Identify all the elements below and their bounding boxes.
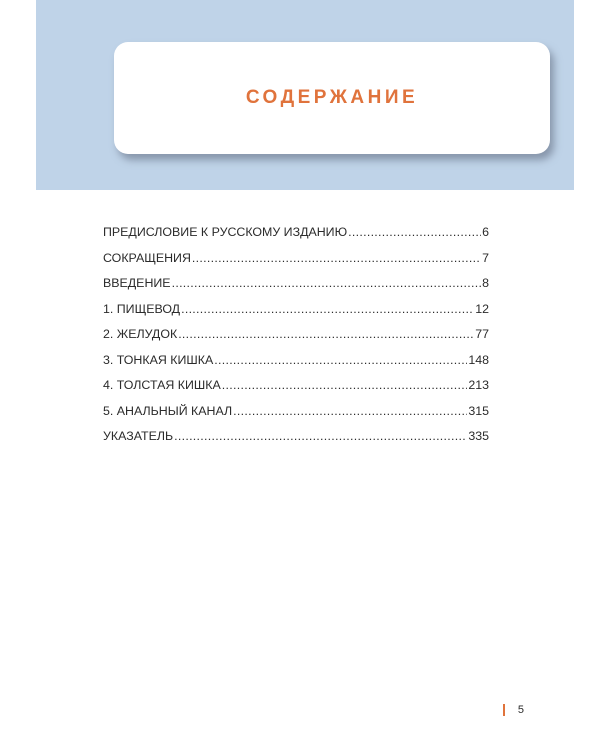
toc-dot-leader (192, 246, 481, 272)
toc-dot-leader (174, 424, 467, 450)
toc-dot-leader (222, 373, 468, 399)
toc-entry-page: 335 (468, 429, 489, 443)
toc-entry-page: 315 (468, 403, 489, 418)
toc-entry-large-intestine[interactable] (103, 373, 489, 399)
title-card (114, 42, 550, 154)
footer-accent-bar (503, 704, 505, 716)
toc-entry-page: 77 (475, 327, 489, 341)
toc-entry-label: ПРЕДИСЛОВИЕ К РУССКОМУ ИЗДАНИЮ (103, 225, 348, 239)
toc-dot-leader (233, 399, 467, 425)
page-number: 5 (517, 704, 524, 716)
toc-entry-label: ВВЕДЕНИЕ (103, 276, 171, 290)
toc-entry-label: 2. ЖЕЛУДОК (103, 327, 178, 341)
toc-entry-anal-canal[interactable] (103, 399, 489, 425)
toc-entry-introduction[interactable] (103, 271, 489, 297)
toc-dot-leader (181, 297, 474, 323)
toc-entry-preface[interactable] (103, 220, 489, 246)
toc-entry-label: СОКРАЩЕНИЯ (103, 250, 191, 265)
toc-entry-index[interactable] (103, 424, 489, 450)
page-footer (503, 704, 524, 716)
toc-entry-page: 213 (468, 378, 489, 392)
toc-entry-abbreviations[interactable] (103, 246, 489, 272)
toc-dot-leader (178, 322, 474, 348)
toc-dot-leader (172, 271, 482, 297)
toc-entry-page: 148 (468, 352, 489, 367)
header-band (36, 0, 574, 190)
toc-entry-label: 4. ТОЛСТАЯ КИШКА (103, 378, 221, 392)
toc-entry-esophagus[interactable] (103, 297, 489, 323)
toc-entry-page: 7 (482, 250, 489, 265)
page-title: СОДЕРЖАНИЕ (245, 87, 419, 108)
toc-entry-page: 8 (482, 276, 489, 290)
toc-entry-label: УКАЗАТЕЛЬ (103, 429, 174, 443)
toc-entry-label: 3. ТОНКАЯ КИШКА (103, 352, 214, 367)
toc-entry-small-intestine[interactable] (103, 348, 489, 374)
toc-dot-leader (214, 348, 467, 374)
toc-entry-stomach[interactable] (103, 322, 489, 348)
toc-entry-label: 1. ПИЩЕВОД (103, 301, 181, 316)
toc-entry-label: 5. АНАЛЬНЫЙ КАНАЛ (103, 403, 233, 418)
toc-entry-page: 12 (475, 301, 489, 316)
table-of-contents (103, 220, 489, 450)
toc-entry-page: 6 (482, 225, 489, 239)
toc-dot-leader (348, 220, 481, 246)
